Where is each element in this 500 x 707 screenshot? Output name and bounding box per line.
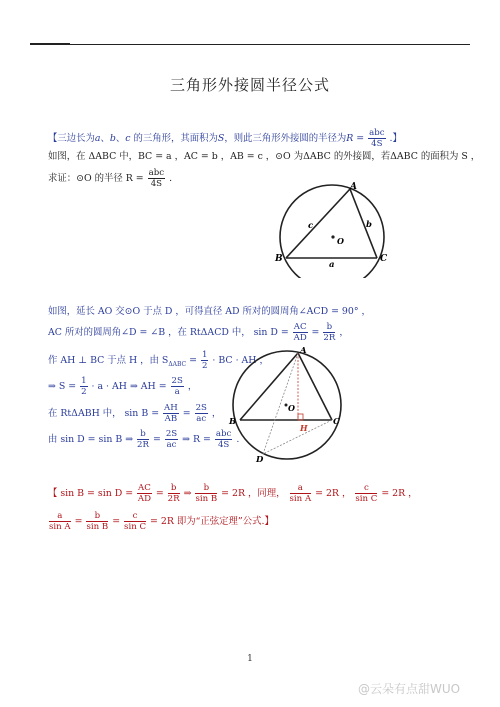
header-rule [30,44,470,45]
proof-line-1: 如图，延长 AO 交⊙O 于点 D ，可得直径 AD 所对的圆周角∠ACD = 90° ， [48,306,371,317]
center-point [331,235,334,238]
label-b: b [366,220,372,230]
label-a: a [329,260,335,270]
label-H: H [300,423,308,433]
label-B: B [229,417,237,427]
figure-circumcircle-1 [270,178,400,278]
side-AC [298,353,332,420]
label-O: O [337,236,344,246]
chord-CD [263,420,332,454]
problem-line-2: 求证：⊙O 的半径 R = $\frac{\text{abc}}{4S}$ . [48,168,173,189]
label-A: A [350,182,357,192]
page-number: 1 [247,654,253,664]
label-D: D [256,455,264,465]
formula-statement: 【三边长为a、b、c 的三角形，其面积为S，则此三角形外接圆的半径为R = $\frac{\text{abc}}{4S}$ .】 [48,128,402,149]
conclusion-line-1: 【 sin B = sin D = $\frac{AC}{AD}$ = $\frac{b}{2R}$ ⇒ $\frac{b}{\text{sin B}}$ = 2R ，同理， $\frac{a}{\text{sin A}}$ = 2R ， $\frac{c}{\text{sin C}}$ = 2R ， [48,483,418,504]
proof-line-5: 在 RtΔABH 中， sin B = $\frac{AH}{AB}$ = $\frac{2S}{ac}$ ， [48,403,222,424]
header-rule-accent [30,43,70,45]
conclusion-line-2: $\frac{a}{\text{sin A}}$ = $\frac{b}{\text{sin B}}$ = $\frac{c}{\text{sin C}}$ = 2R 即为“正弦定理”公式.】 [49,511,274,532]
proof-line-3: 作 AH ⊥ BC 于点 H ，由 $S_{\Delta ABC}$ = $\frac{1}{2}$ · BC · AH ， [48,350,269,371]
proof-line-4: ⇒ S = $\frac{1}{2}$ · a · AH ⇒ AH = $\frac{2S}{a}$ ， [48,376,198,397]
label-A: A [300,346,307,356]
side-b [350,189,377,258]
label-O: O [288,403,295,413]
figure-circumcircle-2 [226,345,351,465]
label-B: B [275,254,283,264]
label-C: C [380,254,388,264]
label-c: c [308,221,314,231]
page-title: 三角形外接圆半径公式 [169,76,330,94]
right-angle-mark [298,414,303,420]
watermark: @云朵有点甜WUO [358,682,461,696]
proof-line-2: AC 所对的圆周角∠D = ∠B ，在 RtΔACD 中， sin D = $\frac{AC}{AD}$ = $\frac{b}{2R}$ ， [48,322,349,343]
proof-line-6: 由 sin D = sin B ⇒ $\frac{b}{2R}$ = $\frac{2S}{ac}$ ⇒ R = $\frac{\text{abc}}{4S}$ . [48,429,240,450]
label-C: C [333,417,340,427]
problem-line-1: 如图，在 ΔABC 中，BC = a ，AC = b ，AB = c ，⊙O 为ΔABC 的外接圆，若ΔABC 的面积为 S ， [48,151,481,162]
